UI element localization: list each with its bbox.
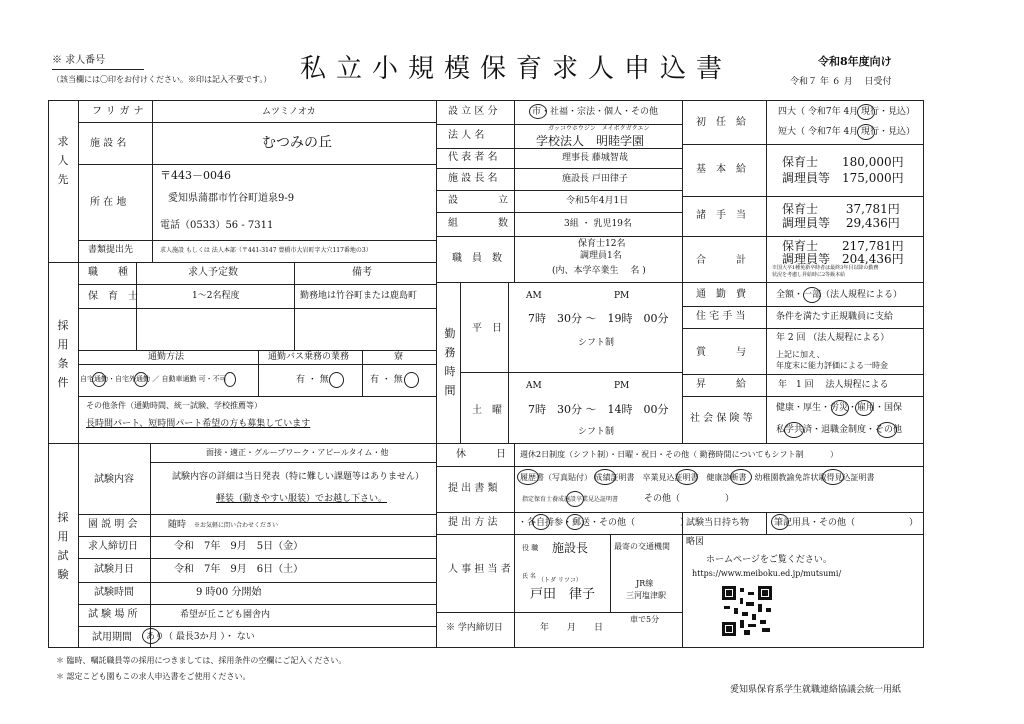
weekday-shift: シフト制 (578, 338, 615, 348)
side-label-facility: 求人先 (57, 135, 69, 186)
first-salary-row-1: 四大（ 令和7年 4月 現行・見込） (778, 107, 916, 117)
side-column-divider (78, 100, 79, 648)
job-number-underline (52, 69, 144, 70)
exam-place-label: 試 験 場 所 (88, 609, 138, 620)
circle-mark (532, 514, 550, 530)
map-label: 略図 (686, 537, 705, 547)
facility-label-col (152, 100, 153, 262)
year-label: 令和8年度向け (818, 55, 892, 68)
bonus-label: 賞 与 (696, 347, 746, 358)
planned-value: 1～2名程度 (192, 291, 240, 301)
bonus-row-1: 年 2 回 （法人規程による） (776, 333, 890, 343)
carry-label: 試験当日持ち物 (686, 518, 750, 528)
map-text-1: ホームページをご覧ください。 (706, 555, 832, 565)
other-conditions-label: その他条件（通勤時間、統一試験、学校推薦等） (86, 401, 262, 410)
bus-header: 通勤バス乗務の業務 (268, 352, 350, 362)
staff-label: 職 員 数 (452, 253, 502, 264)
commute-value: 自宅通勤・自宅外通勤 ／ 自動車通勤 可・不可 (80, 375, 227, 383)
hr-name-label: 氏 名 (522, 573, 536, 580)
col-note: 備考 (352, 267, 372, 278)
bonus-row-2: 上記に加え、 (776, 350, 825, 359)
allowance-label: 諸 手 当 (696, 210, 746, 221)
station-line-2: 三河塩津駅 (626, 591, 666, 600)
weekday-pm: PM (614, 291, 630, 301)
exam-place-value: 希望が丘こども園舎内 (180, 610, 271, 620)
circle-mark (803, 287, 821, 303)
staff-value-1: 保育士12名 (578, 239, 626, 249)
qr-code-icon[interactable] (722, 586, 772, 636)
circle-mark (92, 372, 106, 387)
insurance-row-1: 健康・厚生・労災・雇用・国保 (776, 403, 903, 413)
total-salary-label: 合 計 (696, 255, 746, 266)
station-line-3: 車で5分 (630, 615, 660, 624)
circle-mark (329, 372, 344, 388)
exam-content-label: 試験内容 (94, 474, 134, 485)
hr-role-value: 施設長 (552, 541, 589, 555)
dorm-value: 有 ・ 無 (370, 375, 403, 385)
footer-org: 愛知県保育系学生就職連絡協議会統一用紙 (730, 685, 902, 695)
saturday-am: AM (526, 381, 542, 391)
address-label: 所 在 地 (90, 197, 127, 208)
circle-mark (855, 400, 873, 416)
right-divider-top (682, 100, 683, 282)
note-value: 勤務地は竹谷町または鹿島町 (300, 291, 418, 301)
center-divider (436, 100, 437, 648)
exam-content-row-2: 試験内容の詳細は当日発表（特に難しい課題等はありません） (172, 472, 425, 482)
internal-deadline-value: 年 月 日 (540, 623, 604, 633)
head-label: 施 設 長 名 (448, 173, 498, 184)
col-planned: 求人予定数 (188, 267, 238, 278)
bus-value: 有 ・ 無 (296, 375, 329, 385)
date-label: 令和７ 年 ６ 月 日受付 (790, 77, 892, 87)
weekday-time: 7時 30分 ～ 19時 00分 (528, 312, 669, 325)
circle-mark (857, 124, 875, 140)
hr-role-label: 役 職 (522, 544, 539, 552)
saturday-label: 土 曜 (472, 405, 502, 416)
housing-label: 住 宅 手 当 (696, 311, 746, 322)
allowance-row-2: 調理員等 29,436円 (782, 216, 900, 230)
briefing-value: 随時 (168, 520, 187, 530)
circle-mark (822, 469, 844, 485)
allowance-row-1: 保育士 37,781円 (782, 202, 900, 216)
circle-mark (857, 104, 875, 120)
raise-value: 年 1 回 法人規程による (778, 380, 889, 390)
deadline-label: 求人締切日 (88, 541, 138, 552)
classes-value: 3組 ・ 乳児19名 (564, 219, 632, 229)
station-label: 最寄の交通機関 (614, 542, 670, 551)
base-salary-label: 基 本 給 (696, 164, 746, 175)
circle-mark (784, 422, 804, 438)
job-number-label: ※ 求人番号 (52, 55, 106, 66)
section-sep-right-2 (436, 443, 924, 444)
bonus-row-3: 年度末に能力評価による一時金 (776, 361, 888, 370)
docs-value: 求人施設 もしくは 法人本部（〒441-3147 豊橋市大岩町字大穴117番地の3） (160, 247, 372, 254)
submission-row-2-other: その他（ ） (644, 494, 735, 504)
holiday-value: 週休2日制度（シフト制）・日曜・祝日・その他（ 勤務時間についてもシフト制 ） (520, 450, 839, 459)
circle-mark (224, 372, 236, 387)
method-label: 提 出 方 法 (448, 517, 498, 528)
furigana-label: フリガナ (92, 106, 148, 117)
section-sep-facility (48, 262, 436, 263)
holiday-label: 休 日 (456, 449, 506, 460)
circle-mark (676, 469, 698, 485)
exam-content-row-3: 軽装（動きやすい服装）でお越し下さい。 (216, 494, 388, 504)
circle-mark (566, 491, 584, 507)
circle-mark (404, 372, 419, 388)
postal-code: 〒443－0046 (160, 169, 231, 182)
col-job: 職 種 (88, 267, 128, 278)
corp-type-value: 市・社福・宗法・個人・その他 (532, 107, 659, 117)
deadline-value: 令和 7年 9月 5日（金） (174, 541, 304, 552)
hr-label: 人 事 担 当 者 (448, 564, 511, 575)
saturday-time: 7時 30分 ～ 14時 00分 (528, 403, 669, 416)
circle-mark (566, 514, 584, 530)
footer-note-1: ＊ 臨時、嘱託職員等の採用につきましては、採用条件の空欄にご記入ください。 (56, 656, 347, 665)
furigana-value: ムツミノオカ (262, 107, 316, 117)
exam-time-label: 試験時間 (94, 587, 134, 598)
corp-name-ruby: ガッコウホウジン メイボクガクエン (548, 125, 650, 132)
founded-label: 設 立 (448, 195, 508, 206)
corp-name-value: 学校法人 明睦学園 (536, 134, 645, 148)
footer-note-2: ＊ 認定こども園もこの求人申込書をご使用ください。 (56, 672, 251, 681)
saturday-shift: シフト制 (578, 427, 615, 437)
phone-value: 電話（0533）56 - 7311 (160, 220, 274, 231)
first-salary-label: 初 任 給 (696, 117, 746, 128)
job-value: 保 育 士 (88, 291, 138, 302)
exam-date-label: 試験月日 (94, 564, 134, 575)
side-label-hours: 勤務時間 (444, 327, 456, 397)
weekday-label: 平 日 (472, 323, 502, 334)
circle-mark (877, 422, 897, 438)
rep-value: 理事長 藤城智哉 (562, 153, 628, 163)
circle-mark (134, 372, 148, 387)
facility-name-label: 施 設 名 (90, 138, 127, 149)
commute-fee-value: 全額・一部（法人規程による） (776, 290, 903, 300)
base-salary-row-2: 調理員等 175,000円 (782, 171, 904, 185)
hr-name-value: 戸田 律子 (530, 587, 596, 602)
carry-value: 筆記用具・その他（ ） (774, 518, 919, 528)
commute-fee-label: 通 勤 費 (696, 289, 746, 300)
circle-mark (529, 104, 547, 119)
exam-date-value: 令和 7年 9月 6日（土） (174, 564, 304, 575)
section-sep-recruit (48, 443, 436, 444)
page-title: 私立小規模保育求人申込書 (300, 54, 733, 84)
dorm-header: 寮 (394, 352, 404, 362)
circle-mark (517, 469, 539, 485)
weekday-am: AM (526, 291, 542, 301)
circle-mark (831, 400, 849, 416)
station-line-1: JR線 (636, 579, 654, 588)
docs-label: 書類提出先 (88, 245, 134, 255)
classes-label: 組 数 (448, 218, 508, 229)
side-label-recruit: 採用条件 (57, 319, 69, 389)
method-value: ・各自持参・郵送・その他（ ） (518, 518, 690, 528)
trial-label: 試用期間 (92, 632, 132, 643)
founded-value: 令和5年4月1日 (566, 196, 629, 206)
base-salary-row-1: 保育士 180,000円 (782, 155, 904, 169)
exam-content-row-1: 面接・適正・グループワーク・アピールタイム・他 (206, 448, 389, 457)
exam-time-value: 9 時00 分開始 (196, 587, 262, 598)
instructions: （該当欄には〇印をお付けください。※印は記入不要です。） (52, 75, 272, 84)
saturday-pm: PM (614, 381, 630, 391)
total-salary-note-1: ※国大卒1種免新卒時者は最終3年目以降の勤務 (772, 265, 879, 271)
housing-value: 条件を満たす正規職員に支給 (776, 312, 894, 322)
address-value: 愛知県蒲郡市竹谷町道泉9-9 (168, 193, 295, 204)
circle-mark (730, 469, 752, 485)
trial-value: あり（ 最長3か月 ）・ ない (146, 632, 255, 642)
corp-name-label: 法 人 名 (448, 130, 485, 141)
side-label-exam: 採用試験 (57, 511, 69, 581)
staff-value-2: 調理員1名 (580, 251, 622, 261)
total-salary-note-2: 状況を考慮し昇給時に2等級本給 (772, 272, 846, 278)
facility-name-value: むつみの丘 (262, 135, 332, 151)
rep-label: 代 表 者 名 (448, 152, 498, 163)
other-conditions-value: 長時間パート、短時間パート希望の方も募集しています (86, 419, 311, 429)
circle-mark (771, 514, 789, 530)
insurance-label: 社 会 保 険 等 (690, 413, 753, 424)
briefing-note: ※お気軽に問い合わせください (194, 522, 279, 529)
insurance-row-2: 私学共済・退職金制度・その他 (776, 425, 903, 435)
map-text-2: https://www.meiboku.ed.jp/mutsumi/ (692, 569, 842, 578)
total-salary-row-1: 保育士 217,781円 (782, 239, 904, 253)
section-sep-right (436, 282, 924, 283)
briefing-label: 園 説 明 会 (88, 519, 138, 530)
raise-label: 昇 給 (696, 379, 746, 390)
staff-value-3: (内、本学卒業生 名 ) (552, 266, 646, 276)
submission-label: 提 出 書 類 (448, 483, 498, 494)
first-salary-row-2: 短大（ 令和7年 4月 現行・見込） (778, 127, 916, 137)
submission-row-2: 指定保育士養成施設卒業見込証明書 (522, 496, 619, 503)
total-salary-row-2: 調理員等 204,436円 (782, 252, 904, 266)
head-value: 施設長 戸田律子 (562, 174, 628, 184)
circle-mark (142, 628, 160, 644)
corp-type-label: 設 立 区 分 (448, 106, 498, 117)
commute-header: 通勤方法 (148, 352, 185, 362)
submission-row-1: 履歴書（写真貼付） 成績証明書 卒業見込証明書 健康診断書 幼稚園教諭免許状取得見込証明書 (520, 473, 875, 482)
circle-mark (594, 469, 616, 485)
hr-name-ruby: （トダ リツコ） (538, 577, 582, 584)
internal-deadline-label: ※ 学内締切日 (446, 623, 503, 633)
